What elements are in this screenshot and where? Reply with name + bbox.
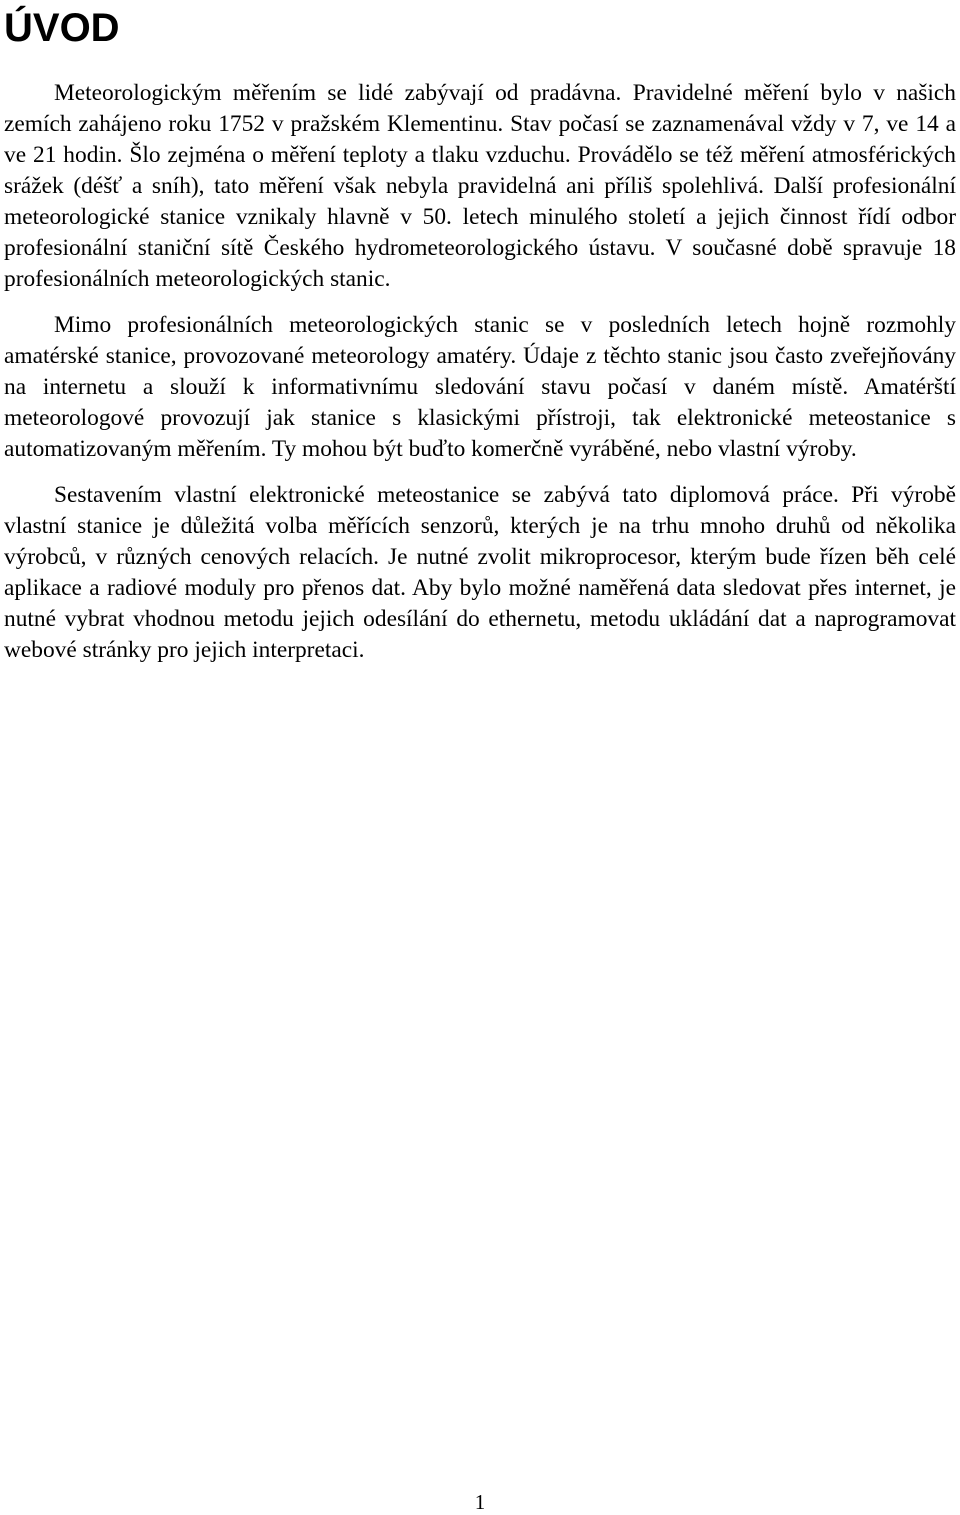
page-title: ÚVOD [4,6,120,50]
paragraph-thesis-goal: Sestavením vlastní elektronické meteostanice se zabývá tato diplomová práce. Při výrobě vlastní stanice je důležitá volba měřících senzorů, kterých je na trhu mnoho druhů od několika výrobců, v různých cenových relacích. Je nutné zvolit mikroprocesor, kterým bude řízen běh celé aplikace a radiové moduly pro přenos dat. Aby bylo možné naměřená data sledovat přes internet, je nutné vybrat vhodnou metodu jejich odesílání do ethernetu, metodu ukládání dat a naprogramovat webové stránky pro jejich interpretaci. [4,482,956,663]
page-number: 1 [474,1490,486,1514]
document-body [4,78,956,681]
paragraph-history: Meteorologickým měřením se lidé zabývají od pradávna. Pravidelné měření bylo v našich zemích zahájeno roku 1752 v pražském Klementinu. Stav počasí se zaznamenával vždy v 7, ve 14 a ve 21 hodin. Šlo zejména o měření teploty a tlaku vzduchu. Provádělo se též měření atmosférických srážek (déšť a sníh), tato měření však nebyla pravidelná ani příliš spolehlivá. Další profesionální meteorologické stanice vznikaly hlavně v 50. letech minulého století a jejich činnost řídí odbor profesionální staniční sítě Českého hydrometeorologického ústavu. V současné době spravuje 18 profesionálních meteorologických stanic. [4,80,956,292]
paragraph-amateur-stations: Mimo profesionálních meteorologických stanic se v posledních letech hojně rozmohly amatérské stanice, provozované meteorology amatéry. Údaje z těchto stanic jsou často zveřejňovány na internetu a slouží k informativnímu sledování stavu počasí v daném místě. Amatérští meteorologové provozují jak stanice s klasickými přístroji, tak elektronické meteostanice s automatizovaným měřením. Ty mohou být buďto komerčně vyráběné, nebo vlastní výroby. [4,312,956,462]
